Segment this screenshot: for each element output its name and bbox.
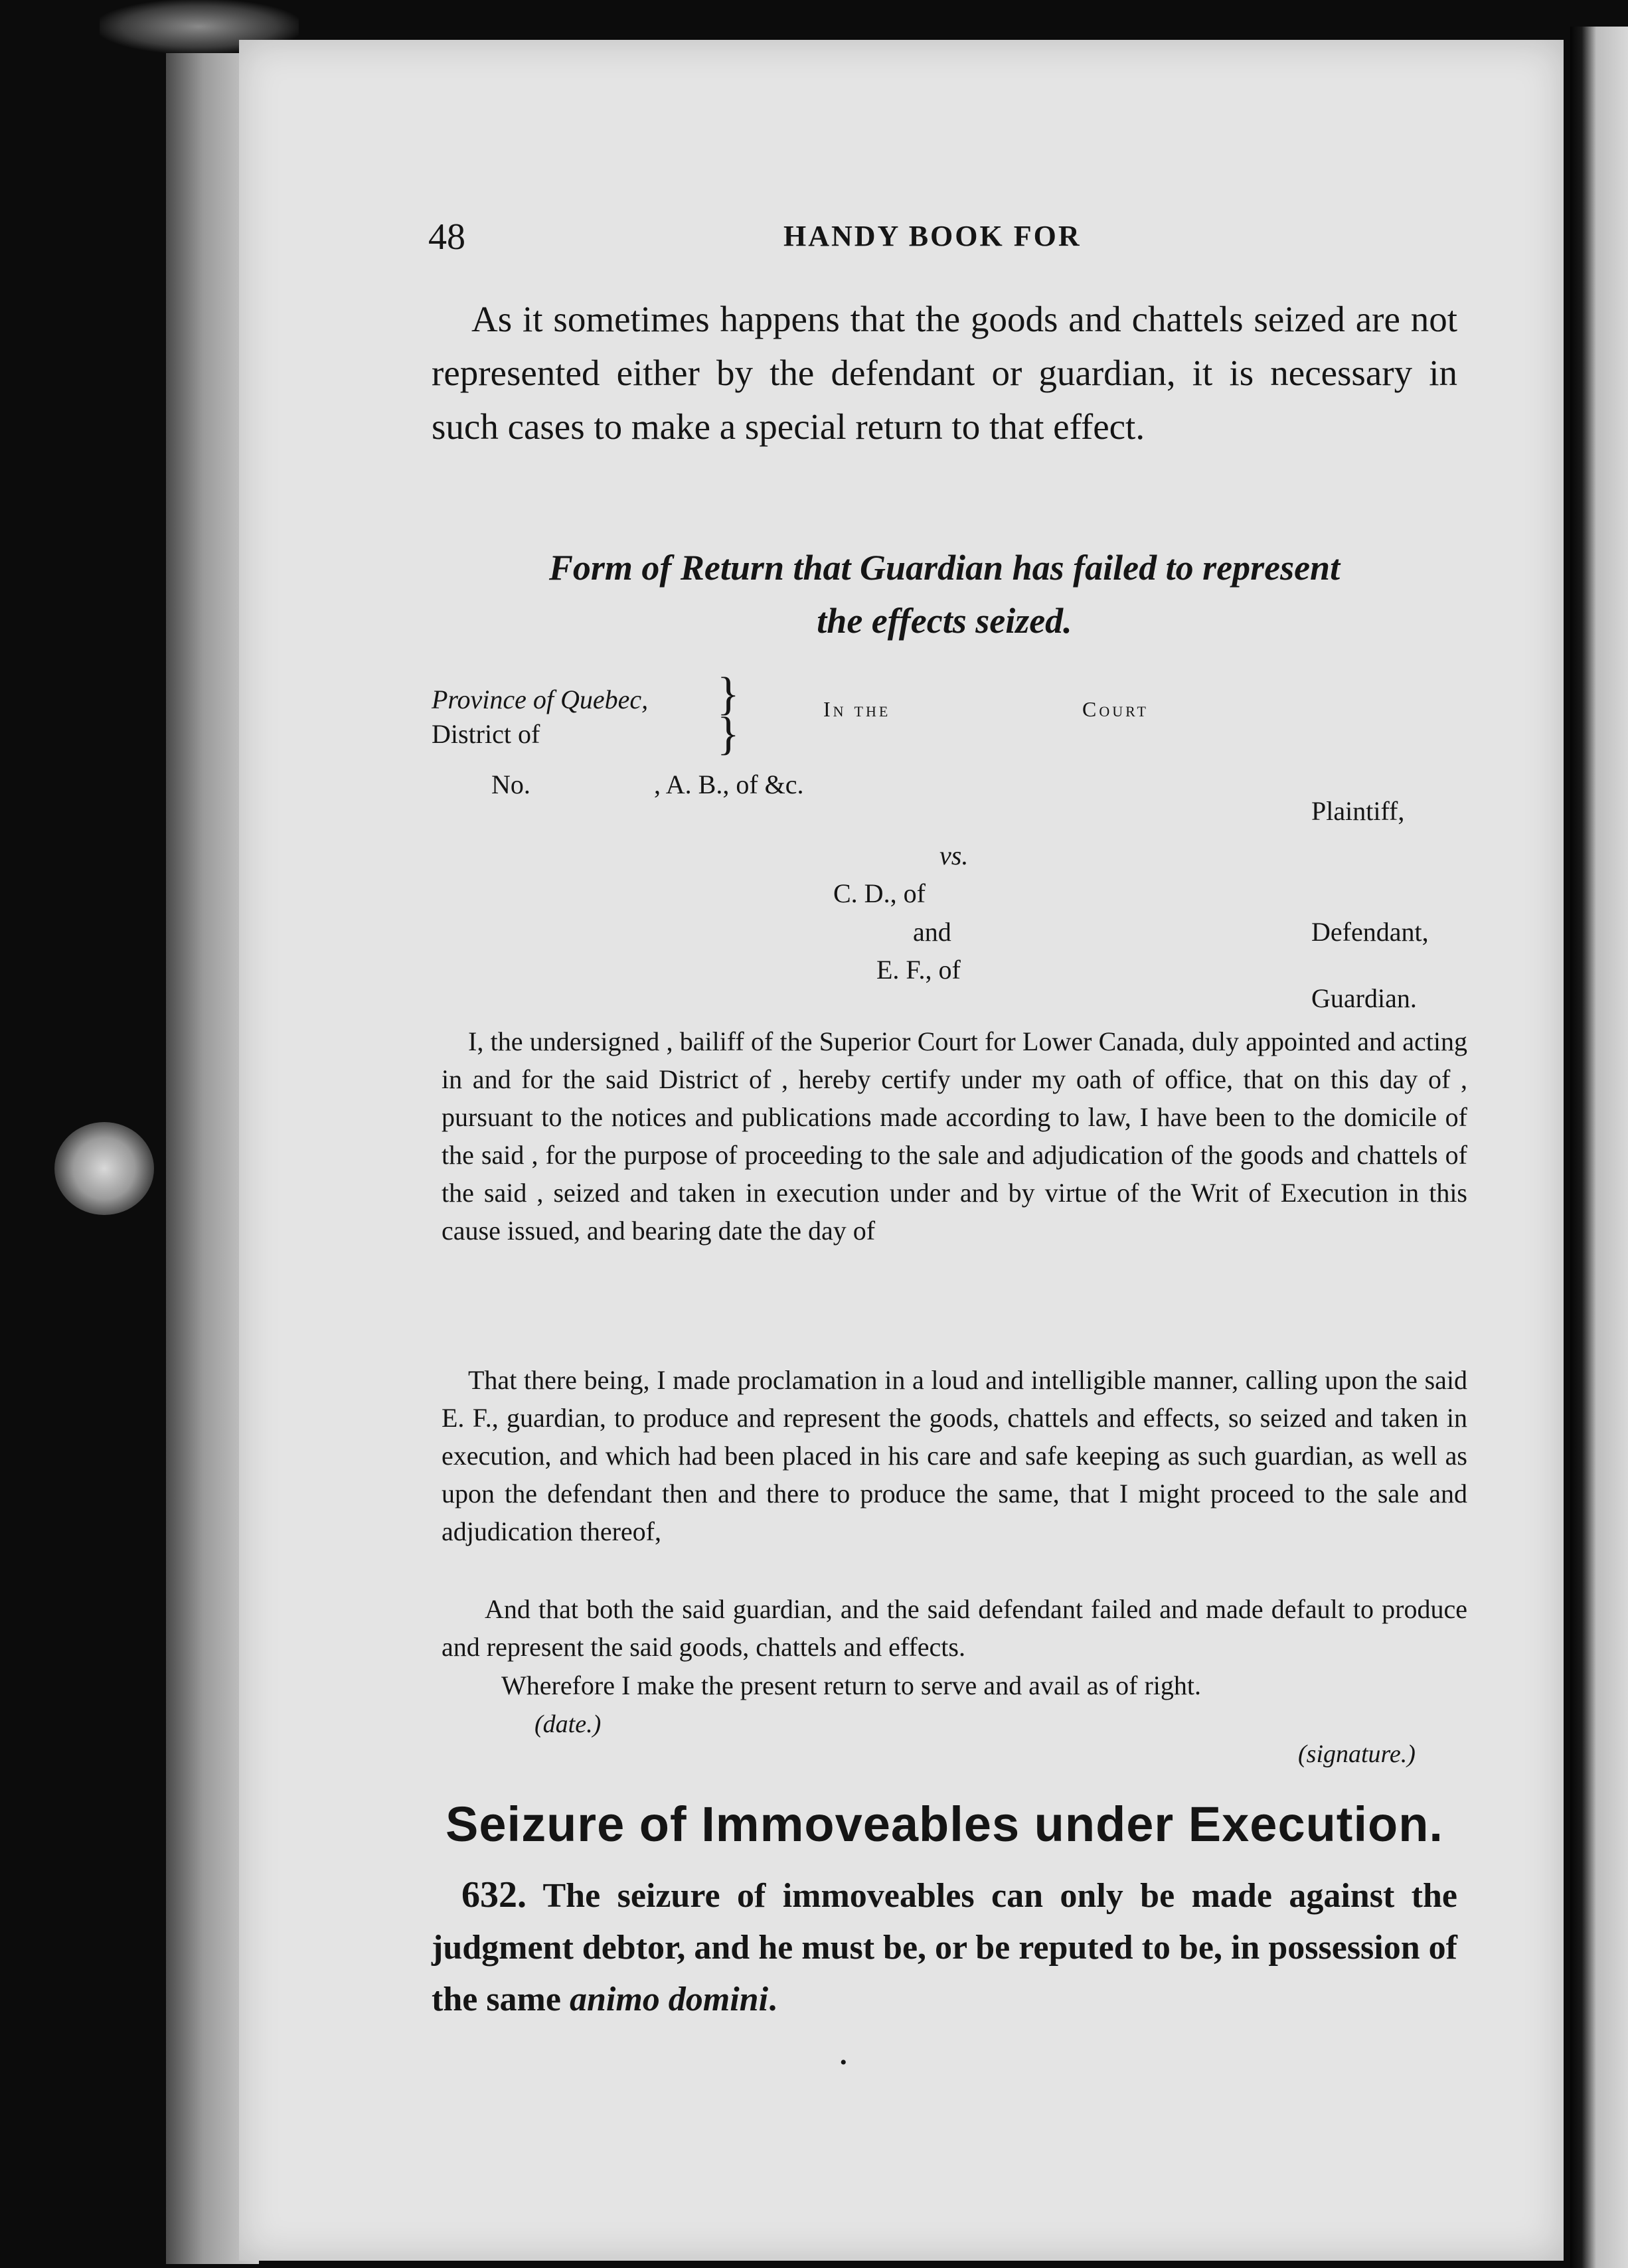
intro-paragraph: As it sometimes happens that the goods and chattels seized are not represented either by the defendant or guardian, it is necessary in such cases to make a special return to that effect. — [432, 299, 1457, 447]
ornament-dot: • — [840, 2052, 847, 2073]
caption-province: Province of Quebec, — [432, 685, 649, 714]
caption-in-the: In the — [823, 697, 891, 721]
caption-guardian-label: Guardian. — [1311, 983, 1417, 1013]
section-paragraph — [432, 1869, 1457, 2026]
return-date: (date.) — [534, 1710, 602, 1738]
return-paragraph-3: And that both the said guardian, and the said defendant failed and made default to produce and represent the said goods, chattels and effects. — [442, 1594, 1467, 1662]
return-paragraph-2: That there being, I made proclamation in a loud and intelligible manner, calling upon the said E. F., guardian, to produce and represent the goods, chattels and effects, so seized and taken in execution, and which had been placed in his care and safe keeping as such guardian, as well as upon the defendant then and there to produce the same, that I might proceed to the sale and adjudication thereof, — [442, 1365, 1467, 1546]
caption-brace-bottom: } — [717, 708, 740, 760]
caption-vs: vs. — [939, 841, 969, 870]
form-title-line-1: Form of Return that Guardian has failed to represent — [548, 548, 1341, 588]
form-title-line-2: the effects seized. — [817, 601, 1072, 641]
caption-no: No. — [491, 770, 530, 799]
section-paragraph-text: The seizure of immoveables can only be made against the judgment debtor, and he must be, or be reputed to be, in possession of the same — [432, 1877, 1457, 2018]
caption-district: District of — [432, 719, 540, 749]
section-heading: Seizure of Immoveables under Execution. — [446, 1797, 1443, 1852]
caption-plaintiff-label: Plaintiff, — [1311, 796, 1405, 826]
return-paragraph-1: I, the undersigned , bailiff of the Superior Court for Lower Canada, duly appointed and acting in and for the said District of , hereby certify under my oath of office, that on this day of , pursuant to the notices and publications made according to law, I have been to the domicile of the said , for the purpose of proceeding to the sale and adjudication of the goods and chattels of the said , seized and taken in execution under and by virtue of the Writ of Execution in this cause issued, and bearing date the day of — [442, 1026, 1467, 1246]
caption-defendant-label: Defendant, — [1311, 917, 1429, 947]
return-signature: (signature.) — [1298, 1740, 1416, 1768]
section-paragraph-italic: animo domini — [569, 1981, 769, 2018]
section-paragraph-end: . — [768, 1981, 777, 2018]
page-number: 48 — [428, 216, 465, 258]
caption-guardian-name: E. F., of — [876, 955, 961, 985]
running-head: HANDY BOOK FOR — [783, 220, 1082, 252]
book-edge-right — [1570, 27, 1628, 2268]
scan-blemish-left — [54, 1122, 154, 1215]
caption-brace-top: } — [717, 669, 740, 720]
caption-and: and — [913, 917, 951, 947]
return-paragraph-4: Wherefore I make the present return to serve and avail as of right. — [501, 1670, 1201, 1700]
caption-plaintiff-name: , A. B., of &c. — [654, 770, 804, 799]
caption-court: Court — [1082, 697, 1149, 721]
form-title — [432, 541, 1457, 647]
caption-defendant-name: C. D., of — [833, 878, 926, 908]
section-paragraph-number: 632. — [461, 1874, 527, 1915]
